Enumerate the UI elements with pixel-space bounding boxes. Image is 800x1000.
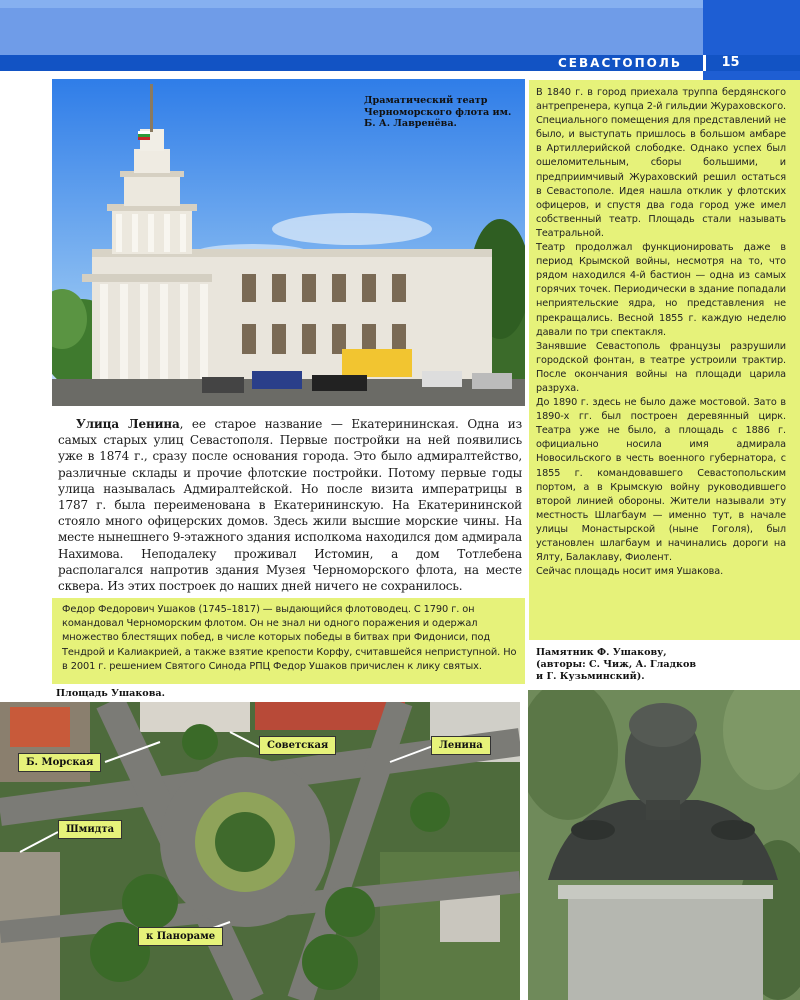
main-article-body: , ее старое название — Екатерининская. Одна из самых старых улиц Севастополя. Первые постройки на ней появились уже в 1874 г., сразу после основания города. Это было адмиралтейство, различные склады и прочие флотские постройки. Потому первые годы улица называлась Адмиралтейской. Но после визита императрицы в 1787 г. была переименована в Екатерининскую. На Екатерининской стояло много офицерских домов. Здесь жили высшие морские чины. На месте нынешнего 9-этажного здания исполкома находился дом адмирала Нахимова. Неподалеку проживал Истомин, а дом Тотлебена располагался напротив здания Музея Черноморского флота, на месте сквера. Из этих построек до наших дней ничего не сохранилось. (58, 417, 522, 594)
monument-caption (536, 647, 796, 683)
map-label-shmidta: Шмидта (58, 820, 122, 839)
theatre-caption: Драматический театр Черноморского флота им. Б. А. Лавренёва. (364, 95, 512, 129)
header-band-edge (0, 0, 800, 8)
monument-caption-line: и Г. Кузьминский). (536, 671, 645, 682)
map-label-k-panorame: к Панораме (138, 927, 223, 946)
square-caption: Площадь Ушакова. (56, 688, 165, 699)
ushakov-bio-text: Федор Федорович Ушаков (1745–1817) — выдающийся флотоводец. С 1790 г. он командовал Черноморским флотом. Он не знал ни одного поражения и одержал множество блестящих побед, в числе которых победы в битвах при Фидониси, под Тендрой и Калиакрией, а также взятие крепости Корфу, считавшейся неприступной. Но в 2001 г. решением Святого Синода РПЦ Федор Ушаков причислен к лику святых. (62, 604, 517, 672)
sidebar-paragraph: Занявшие Севастополь французы разрушили городской фонтан, в театре устроили трактир. После окончания войны на площади царила разруха. (536, 340, 786, 394)
monument-photo (528, 690, 800, 1000)
map-label-sovetskaya: Советская (259, 736, 336, 755)
sidebar-paragraph: Театр продолжал функционировать даже в период Крымской войны, несмотря на то, что рядом находился 4-й бастион — одна из самых горячих точек. Периодически в здание попадали неприятельские ядра, но представления не прекращались. Весной 1855 г. каждую неделю давали по три спектакля. (536, 242, 786, 338)
main-article-text (58, 416, 522, 594)
sidebar-paragraph: Сейчас площадь носит имя Ушакова. (536, 566, 724, 578)
section-title: СЕВАСТОПОЛЬ (558, 56, 682, 70)
monument-caption-line: Памятник Ф. Ушакову, (536, 647, 667, 658)
square-aerial-photo (0, 702, 520, 1000)
street-name-lead: Улица Ленина (76, 417, 180, 431)
sidebar-paragraph: До 1890 г. здесь не было даже мостовой. Зато в 1890-х гг. был построен деревянный цирк. Театра уже не было, а площадь с 1886 г. официально носила имя адмирала Новосильского в честь военного губернатора, с 1855 г. командовавшего Севастопольским портом, а в Крымскую войну руководившего второй линией обороны. Жители называли эту местность Шлагбаум — именно тут, в начале улицы Монастырской (ныне Гоголя), был установлен шлагбаум и начинались дороги на Ялту, Балаклаву, Фиолент. (536, 397, 786, 564)
sidebar-paragraph: В 1840 г. в город приехала труппа бердянского антрепренера, купца 2-й гильдии Жураховского. Специального помещения для представлений не было, и выступать пришлось в большом амбаре в Артиллерийской слободке. Однако успех был ошеломительным, сборы большими, и предприимчивый Жураховский решил остаться в Севастополе. Идея нашла отклик у флотских офицеров, и спустя два года город уже имел собственный театр. Площадь стали называть Театральной. (536, 87, 786, 239)
section-title-bar (0, 55, 800, 71)
monument-caption-line: (авторы: С. Чиж, А. Гладков (536, 659, 697, 670)
monument-illustration (528, 690, 800, 1000)
header-band (0, 0, 800, 55)
map-label-lenina: Ленина (431, 736, 491, 755)
theatre-history-sidebar (529, 80, 800, 640)
ushakov-bio-box (52, 598, 525, 684)
map-label-b-morskaya: Б. Морская (18, 753, 101, 772)
page-number: 15 (721, 55, 740, 70)
